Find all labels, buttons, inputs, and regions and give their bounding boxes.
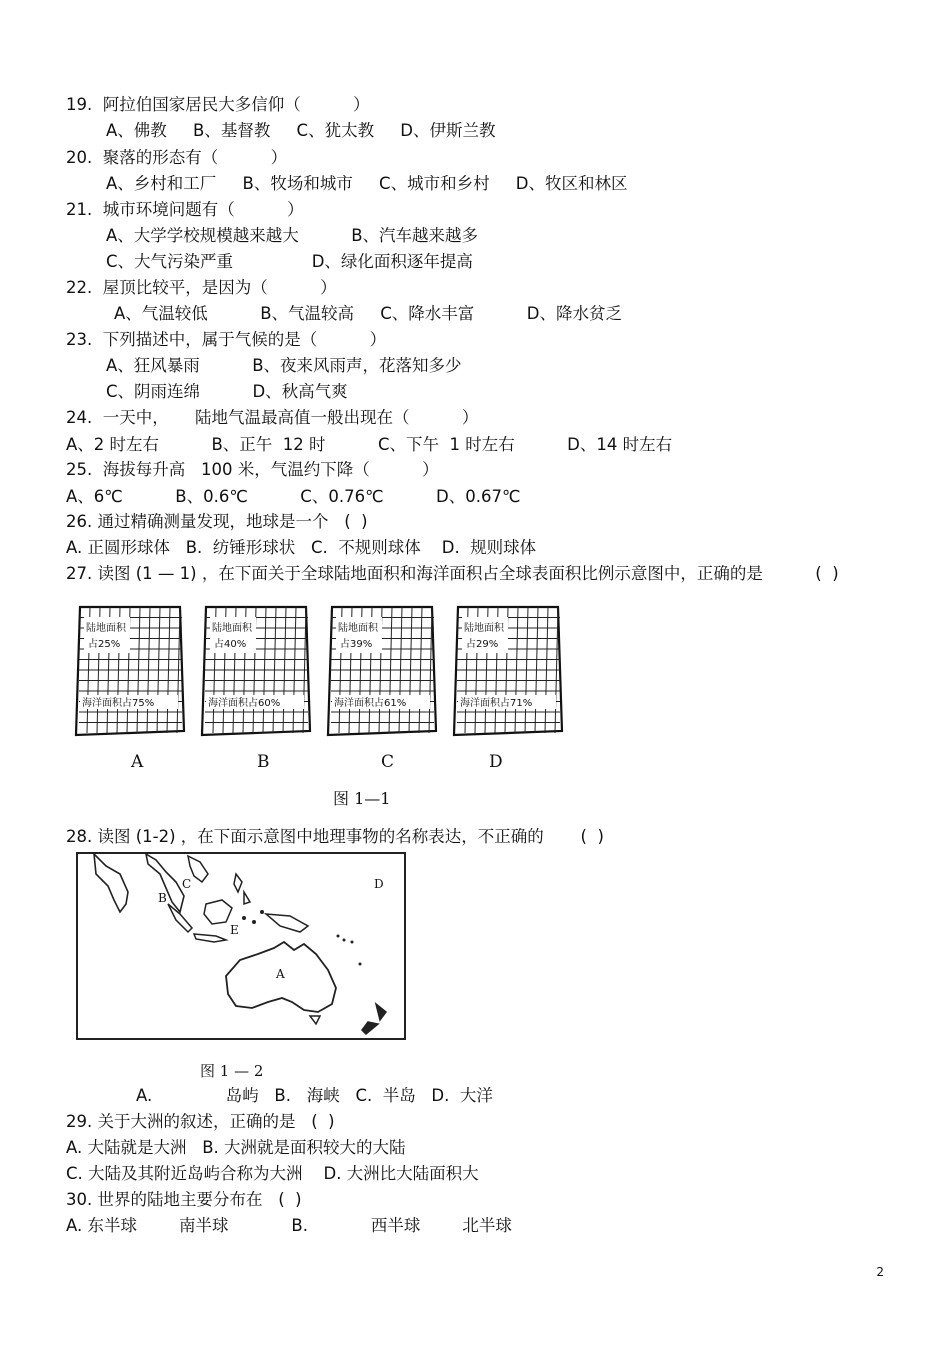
grid-panel-a [76,607,184,735]
grid-panel-b [202,607,310,735]
q21-options-ab: A、大学学校规模越来越大 B、汽车越来越多 [106,226,479,245]
map-label-d: D [374,877,384,891]
grid-panel-d [454,607,562,735]
ocean-label: 海洋面积占61% [334,698,407,709]
ocean-label: 海洋面积占71% [460,698,533,709]
q26-stem: 26. 通过精确测量发现，地球是一个 ( ) [66,512,368,531]
land-label: 陆地面积 [86,623,126,634]
q29-options-ab: A. 大陆就是大洲 B. 大洲就是面积较大的大陆 [66,1138,406,1157]
q19-stem: 19. 阿拉伯国家居民大多信仰（ ） [66,95,370,114]
map-label-e: E [230,923,239,937]
q23-options-ab: A、狂风暴雨 B、夜来风雨声，花落知多少 [106,356,462,375]
figure-1-1 [68,605,568,745]
q30-stem: 30. 世界的陆地主要分布在 ( ) [66,1190,302,1209]
q22-options: A、气温较低 B、气温较高 C、降水丰富 D、降水贫乏 [114,304,622,323]
q24-stem: 24. 一天中， 陆地气温最高值一般出现在（ ） [66,408,479,427]
panel-letter-a: A [131,752,144,772]
q29-stem: 29. 关于大洲的叙述，正确的是 ( ) [66,1112,335,1131]
q19-options: A、佛教 B、基督教 C、犹太教 D、伊斯兰教 [106,121,496,140]
figure-1-2-caption: 图 1 — 2 [200,1062,264,1080]
land-percent: 占29% [466,639,499,650]
panel-letter-d: D [489,752,503,772]
q20-options: A、乡村和工厂 B、牧场和城市 C、城市和乡村 D、牧区和林区 [106,174,628,193]
map-label-b: B [158,891,167,905]
panel-letter-b: B [257,752,270,772]
q28-stem: 28. 读图 (1-2) ，在下面示意图中地理事物的名称表达，不正确的 ( ) [66,827,604,846]
q27-stem: 27. 读图 (1 — 1) ，在下面关于全球陆地面积和海洋面积占全球表面积比例示意图中，正确的是 ( ) [66,564,839,583]
page-number: 2 [876,1265,884,1279]
q25-options: A、6℃ B、0.6℃ C、0.76℃ D、0.67℃ [66,487,521,506]
q24-options: A、2 时左右 B、正午 12 时 C、下午 1 时左右 D、14 时左右 [66,435,673,454]
land-percent: 占25% [88,639,121,650]
map-label-c: C [182,877,192,891]
q23-options-cd: C、阴雨连绵 D、秋高气爽 [106,382,348,401]
q30-options: A. 东半球 南半球 B. 西半球 北半球 [66,1216,512,1235]
figure-1-2-map [76,852,408,1042]
map-label-a: A [276,967,285,981]
land-label: 陆地面积 [212,623,252,634]
q25-stem: 25. 海拔每升高 100 米，气温约下降（ ） [66,460,439,479]
ocean-label: 海洋面积占60% [208,698,281,709]
land-percent: 占39% [340,639,373,650]
q21-stem: 21. 城市环境问题有（ ） [66,200,304,219]
panel-letter-c: C [381,752,395,772]
q29-options-cd: C. 大陆及其附近岛屿合称为大洲 D. 大洲比大陆面积大 [66,1164,479,1183]
q22-stem: 22. 屋顶比较平，是因为（ ） [66,278,337,297]
ocean-label: 海洋面积占75% [82,698,155,709]
q28-options: A. 岛屿 B. 海峡 C. 半岛 D. 大洋 [136,1086,493,1105]
q26-options: A. 正圆形球体 B. 纺锤形球状 C. 不规则球体 D. 规则球体 [66,538,537,557]
q21-options-cd: C、大气污染严重 D、绿化面积逐年提高 [106,252,473,271]
figure-1-1-caption: 图 1—1 [333,789,391,808]
q23-stem: 23. 下列描述中，属于气候的是（ ） [66,330,387,349]
land-percent: 占40% [214,639,247,650]
q20-stem: 20. 聚落的形态有（ ） [66,148,288,167]
grid-panel-c [328,607,436,735]
land-label: 陆地面积 [338,623,378,634]
land-label: 陆地面积 [464,623,504,634]
